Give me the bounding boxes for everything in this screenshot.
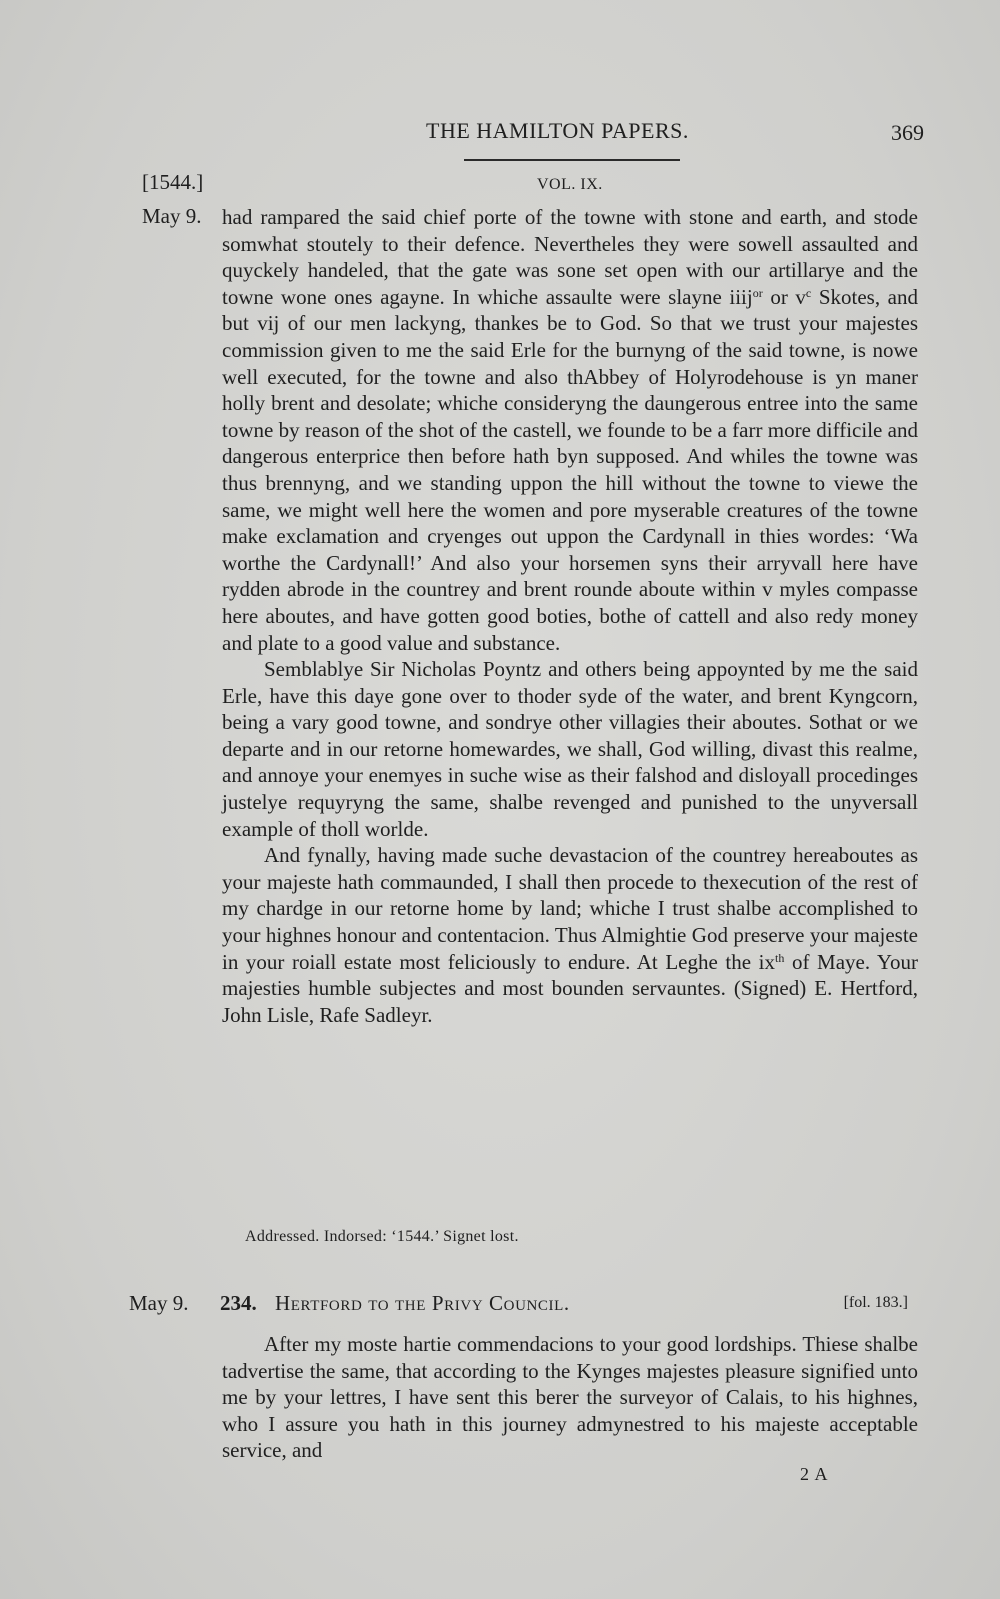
endorsement-note: Addressed. Indorsed: ‘1544.’ Signet lost. — [245, 1228, 519, 1245]
signature-mark: 2 A — [800, 1464, 829, 1484]
superscript: th — [775, 950, 785, 965]
letter-body — [222, 1331, 918, 1464]
running-head — [0, 118, 1000, 148]
letter-paragraph: Semblablye Sir Nicholas Poyntz and others being appoynted by me the said Erle, have this daye gone over to thoder syde of the water, and brent Kyngcorn, being a vary good towne, and sondrye other villagies their aboutes. Sothat or we departe and in our retorne homewardes, we shall, God willing, divast this realme, and annoye your enemyes in suche wise as their falshod and disloyall procedinges justelye requyryng the same, shalbe revenged and punished to the unyversall example of tholl worlde. — [222, 657, 918, 841]
text-run: And fynally, having made suche devastacion of the countrey hereaboutes as your majeste hath commaunded, I shall then procede to thexecution of the rest of my chardge in our retorne home by land; whiche I trust shalbe accomplished to your highnes honour and contentacion. Thus Almightie God preserve your majeste in your roiall estate most feliciously to endure. At Leghe the ix — [222, 843, 918, 974]
letter-paragraph: After my moste hartie commendacions to your good lordships. Thiese shalbe tadvertise the same, that according to the Kynges majestes pleasure signified unto me by your lettres, I have sent this berer the surveyor of Calais, to his highnes, who I assure you hath in this journey admynestred to his majeste acceptable service, and — [222, 1332, 918, 1463]
text-run: of Maye. Your majesties humble subjectes and most bounden servauntes. (Signed) E. Hertford, John Lisle, Rafe Sadleyr. — [222, 949, 918, 1027]
letter-paragraph — [222, 204, 918, 656]
superscript: c — [805, 285, 812, 300]
volume-label: VOL. IX. — [537, 176, 603, 193]
entry-date: May 9. — [129, 1291, 189, 1315]
text-run: had rampared the said chief porte of the towne with stone and earth, and stode somwhat stoutely to their defence. Nevertheles they were sowell assaulted and quyckely handeled, that the gate was sone set open with our artillarye and the towne wone ones agayne. In whiche assaulte were slayne iiij — [222, 205, 918, 309]
entry-heading — [0, 1291, 1000, 1319]
letter-paragraph — [222, 842, 918, 1028]
entry-number: 234. — [220, 1291, 257, 1315]
letter-body — [222, 204, 918, 1028]
header-rule — [464, 159, 680, 161]
letter-date: May 9. — [142, 204, 202, 228]
text-run: Skotes, and but vij of our men lackyng, thankes be to God. So that we trust your majestes commission given to me the said Erle for the burnyng of the said towne, is nowe well executed, for the towne and also thAbbey of Holyrodehouse is yn maner holly brent and desolate; whiche consideryng the daungerous entree into the same towne by reason of the shot of the castell, we founde to be a farr more difficile and dangerous enterprice then before hath byn supposed. And whiles the towne was thus brennyng, and we standing uppon the hill without the towne to viewe the same, we might well here the women and pore myserable creatures of the towne make exclamation and cryenges out uppon the Cardynall in thies wordes: ‘Wa worthe the Cardynall!’ And also your horsemen syns their arryvall here have rydden abrode in the countrey and brent rounde aboute within v myles compasse here aboutes, and have gotten good boties, bothe of cattell and also redy money and plate to a good value and substance. — [222, 284, 919, 655]
text-run: or v — [762, 284, 806, 309]
entry-title: Hertford to the Privy Council. — [275, 1291, 570, 1315]
year-margin: [1544.] — [142, 170, 204, 194]
folio-reference: [fol. 183.] — [843, 1294, 908, 1311]
page-number: 369 — [891, 120, 924, 145]
superscript: or — [752, 285, 763, 300]
running-title: THE HAMILTON PAPERS. — [426, 118, 689, 143]
